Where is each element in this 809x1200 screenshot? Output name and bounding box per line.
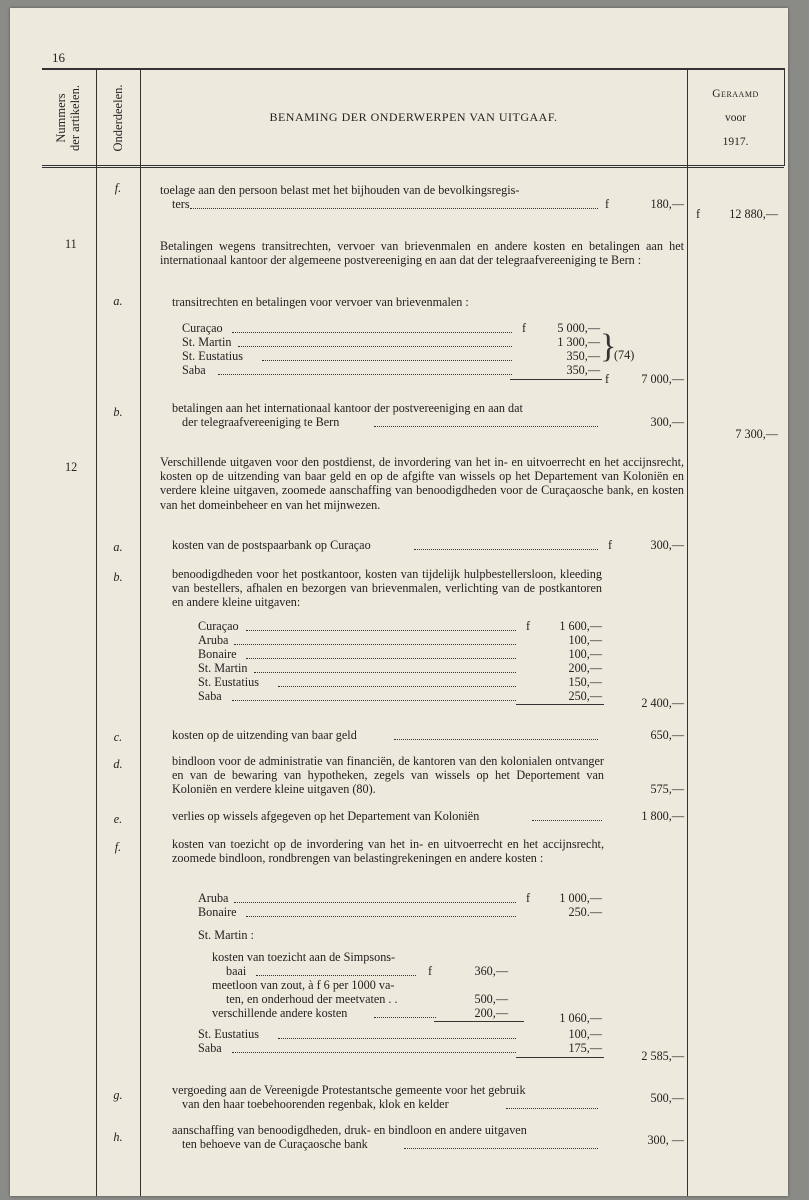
subdivision-label: c. bbox=[113, 730, 123, 744]
item-text: aanschaffing van benoodigdheden, druk- en bindloon en andere uitgaven bbox=[172, 1123, 527, 1137]
amount: 500,— bbox=[474, 992, 508, 1006]
subtotal-amount: 2 400,— bbox=[641, 696, 684, 710]
leader-dots bbox=[190, 198, 598, 209]
leader-dots bbox=[278, 676, 516, 687]
place-name: Bonaire bbox=[198, 905, 237, 919]
amount: 300,— bbox=[650, 415, 684, 429]
amount: 250.— bbox=[568, 905, 602, 919]
leader-dots bbox=[414, 539, 598, 550]
article-description: Verschillende uitgaven voor den postdienst, de invordering van het in- en uitvoerrecht en het accijnsrecht, kosten op de uitzending van baar geld en op de afgifte van wissels op het Departement van Koloniën en verdere kleine uitgaven, zoomede aanschaffing van benoodigdheden voor de Curaçaosche bank, en kosten van het domeinbeheer en van het mijnwezen. bbox=[160, 455, 684, 512]
item-text: kosten van toezicht op de invordering van het in- en uitvoerrecht en het accijnsrecht, zoomede bindloon, rondbrengen van belastingrekeningen en andere kosten : bbox=[172, 837, 604, 866]
subdivision-label: g. bbox=[113, 1088, 123, 1102]
item-text: ten, en onderhoud der meetvaten . . bbox=[226, 992, 398, 1006]
page-number: 16 bbox=[52, 50, 65, 65]
subdivision-label: h. bbox=[113, 1130, 123, 1144]
leader-dots bbox=[374, 1007, 436, 1018]
item-text: baai bbox=[226, 964, 247, 978]
total-amount: 7 300,— bbox=[735, 427, 778, 441]
amount: 350,— bbox=[566, 363, 600, 377]
subtotal-amount: 2 585,— bbox=[641, 1049, 684, 1063]
place-name: St. Martin bbox=[198, 661, 248, 675]
place-name: St. Martin bbox=[182, 335, 232, 349]
leader-dots bbox=[232, 322, 512, 333]
amount: 1 060,— bbox=[559, 1011, 602, 1025]
amount: 250,— bbox=[568, 689, 602, 703]
header-subdivisions: Onderdeelen. bbox=[111, 84, 125, 152]
currency-symbol: f bbox=[696, 207, 701, 221]
item-text: kosten van toezicht aan de Simpsons- bbox=[212, 950, 396, 964]
currency-symbol: f bbox=[608, 538, 613, 552]
place-name: Saba bbox=[198, 1041, 222, 1055]
column-divider bbox=[687, 68, 688, 1196]
amount: 175,— bbox=[568, 1041, 602, 1055]
header-estimated: Geraamd bbox=[712, 88, 759, 100]
amount: 1 800,— bbox=[641, 809, 684, 823]
leader-dots bbox=[374, 416, 598, 427]
subtotal-amount: 7 000,— bbox=[641, 372, 684, 386]
amount: 1 300,— bbox=[557, 335, 600, 349]
sum-rule bbox=[510, 379, 602, 380]
leader-dots bbox=[238, 336, 512, 347]
leader-dots bbox=[278, 1028, 516, 1039]
leader-dots bbox=[506, 1098, 598, 1109]
place-name: Aruba bbox=[198, 633, 229, 647]
currency-symbol: f bbox=[428, 964, 433, 978]
leader-dots bbox=[246, 620, 516, 631]
header-bottom-rule bbox=[42, 165, 784, 168]
item-text: toelage aan den persoon belast met het bijhouden van de bevolkingsregis- bbox=[160, 183, 520, 197]
leader-dots bbox=[394, 729, 598, 740]
footnote-ref: (74) bbox=[614, 348, 635, 362]
article-number: 11 bbox=[65, 237, 77, 251]
amount: 100,— bbox=[568, 633, 602, 647]
amount: 5 000,— bbox=[557, 321, 600, 335]
place-name: Aruba bbox=[198, 891, 229, 905]
header-articles: Nummers der artikelen. bbox=[54, 85, 82, 151]
amount: 350,— bbox=[566, 349, 600, 363]
amount: 100,— bbox=[568, 647, 602, 661]
leader-dots bbox=[262, 350, 512, 361]
amount: 300,— bbox=[650, 538, 684, 552]
sum-rule bbox=[516, 1057, 604, 1058]
item-text: kosten van de postspaarbank op Curaçao bbox=[172, 538, 371, 552]
item-text: meetloon van zout, à f 6 per 1000 va- bbox=[212, 978, 395, 992]
leader-dots bbox=[234, 634, 516, 645]
amount: 500,— bbox=[650, 1091, 684, 1105]
table-top-rule bbox=[42, 68, 784, 70]
subdivision-label: d. bbox=[113, 757, 123, 771]
currency-symbol: f bbox=[526, 891, 531, 905]
amount: 200,— bbox=[474, 1006, 508, 1020]
amount: 300, — bbox=[647, 1133, 684, 1147]
leader-dots bbox=[246, 648, 516, 659]
place-name: Curaçao bbox=[198, 619, 239, 633]
amount: 360,— bbox=[474, 964, 508, 978]
currency-symbol: f bbox=[522, 321, 527, 335]
amount: 1 000,— bbox=[559, 891, 602, 905]
column-divider bbox=[96, 68, 97, 1196]
place-name: St. Eustatius bbox=[198, 1027, 259, 1041]
item-text: kosten op de uitzending van baar geld bbox=[172, 728, 357, 742]
item-text: betalingen aan het internationaal kantoor der postvereeniging en aan dat bbox=[172, 401, 523, 415]
currency-symbol: f bbox=[605, 197, 610, 211]
item-text: ters bbox=[172, 197, 190, 211]
subdivision-label: a. bbox=[113, 540, 123, 554]
column-divider bbox=[784, 68, 785, 166]
item-text: der telegraafvereeniging te Bern bbox=[182, 415, 340, 429]
leader-dots bbox=[234, 892, 516, 903]
subdivision-label: f. bbox=[114, 840, 122, 854]
leader-dots bbox=[218, 364, 512, 375]
item-text: ten behoeve van de Curaçaosche bank bbox=[182, 1137, 368, 1151]
amount: 100,— bbox=[568, 1027, 602, 1041]
place-name: St. Eustatius bbox=[182, 349, 243, 363]
leader-dots bbox=[256, 965, 416, 976]
currency-symbol: f bbox=[605, 372, 610, 386]
column-divider bbox=[140, 68, 141, 1196]
leader-dots bbox=[254, 662, 516, 673]
item-text: verschillende andere kosten bbox=[212, 1006, 348, 1020]
place-name: Saba bbox=[198, 689, 222, 703]
leader-dots bbox=[246, 906, 516, 917]
sum-rule bbox=[516, 704, 604, 705]
leader-dots bbox=[404, 1138, 598, 1149]
item-text: bindloon voor de administratie van financiën, de kantoren van den kolonialen ontvanger en van de bewaring van hypotheken, zegels van wissels op het Deportement van Koloniën en verdere kleine uitgaven (80). bbox=[172, 754, 604, 797]
article-number: 12 bbox=[65, 460, 78, 474]
amount: 200,— bbox=[568, 661, 602, 675]
leader-dots bbox=[532, 810, 602, 821]
brace: } bbox=[600, 328, 617, 365]
item-text: benoodigdheden voor het postkantoor, kosten van tijdelijk hulpbestellersloon, kleeding van bestellers, afhalen en bezorgen van brievenmalen, verlichting van de postkantoren en andere kleine uitgaven: bbox=[172, 567, 602, 610]
subdivision-label: f. bbox=[114, 181, 122, 195]
header-title: BENAMING DER ONDERWERPEN VAN UITGAAF. bbox=[269, 110, 558, 124]
place-name: Bonaire bbox=[198, 647, 237, 661]
item-text: transitrechten en betalingen voor vervoer van brievenmalen : bbox=[172, 295, 469, 309]
place-name: Saba bbox=[182, 363, 206, 377]
amount: 650,— bbox=[650, 728, 684, 742]
amount: 575,— bbox=[650, 782, 684, 796]
header-for: voor bbox=[724, 112, 747, 124]
subdivision-label: b. bbox=[113, 570, 123, 584]
subdivision-label: b. bbox=[113, 405, 123, 419]
amount: 180,— bbox=[650, 197, 684, 211]
total-amount: 12 880,— bbox=[729, 207, 778, 221]
leader-dots bbox=[232, 690, 516, 701]
header-year: 1917. bbox=[722, 136, 749, 148]
amount: 1 600,— bbox=[559, 619, 602, 633]
amount: 150,— bbox=[568, 675, 602, 689]
article-description: Betalingen wegens transitrechten, vervoer van brievenmalen en andere kosten en betalingen aan het internationaal kantoor der algemeene postvereeniging en aan dat der telegraafvereeniging te Bern : bbox=[160, 239, 684, 268]
item-text: verlies op wissels afgegeven op het Departement van Koloniën bbox=[172, 809, 480, 823]
sum-rule bbox=[434, 1021, 524, 1022]
place-name: St. Eustatius bbox=[198, 675, 259, 689]
document-page bbox=[10, 8, 788, 1196]
subdivision-label: a. bbox=[113, 294, 123, 308]
subdivision-label: e. bbox=[113, 812, 123, 826]
currency-symbol: f bbox=[526, 619, 531, 633]
leader-dots bbox=[232, 1042, 516, 1053]
place-name: Curaçao bbox=[182, 321, 223, 335]
place-name: St. Martin : bbox=[198, 928, 254, 942]
item-text: vergoeding aan de Vereenigde Protestantsche gemeente voor het gebruik bbox=[172, 1083, 526, 1097]
item-text: van den haar toebehoorenden regenbak, klok en kelder bbox=[182, 1097, 449, 1111]
